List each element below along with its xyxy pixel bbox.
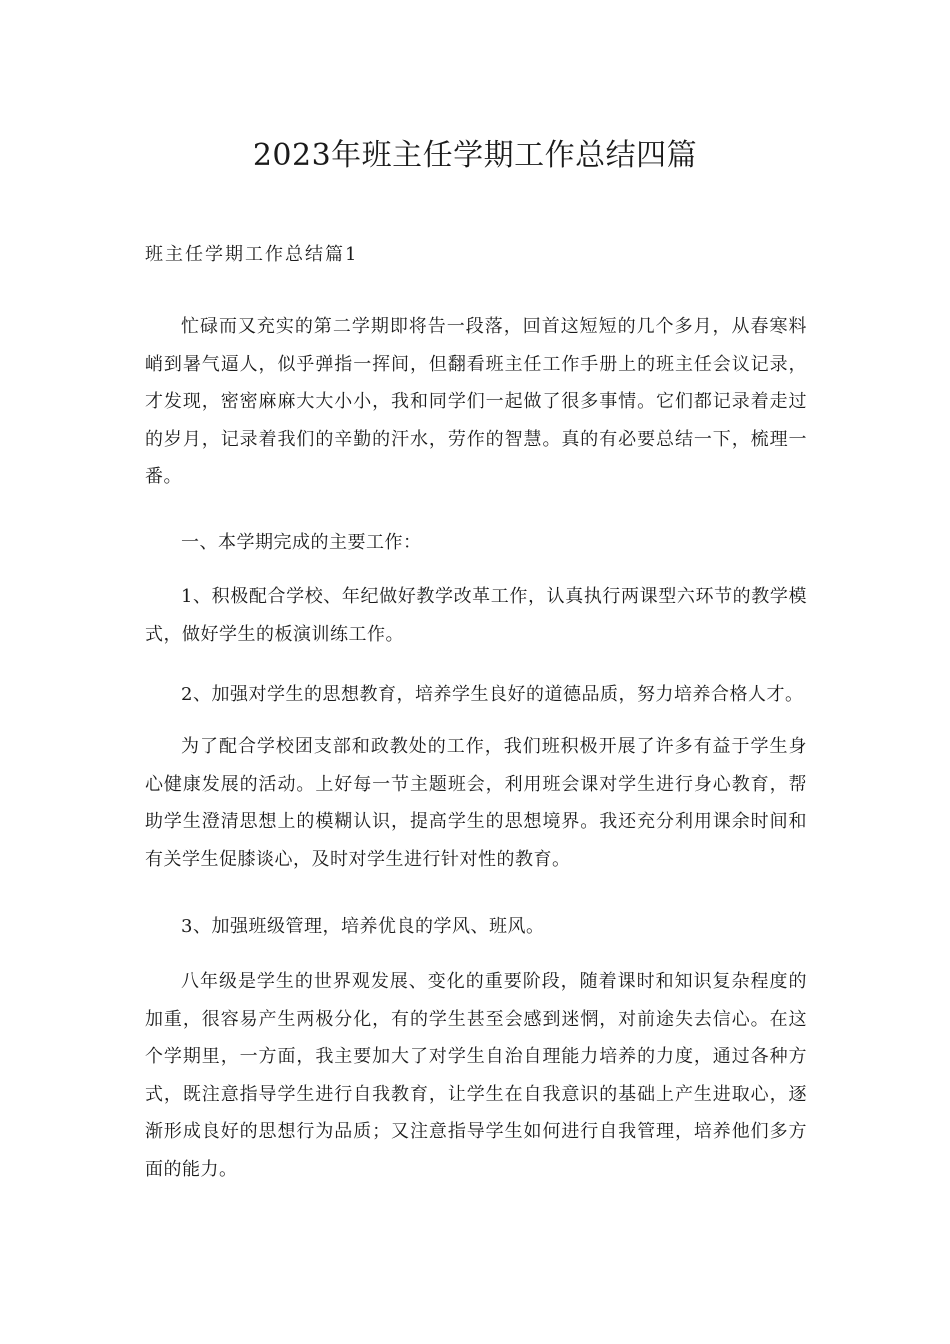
paragraph-intro: 忙碌而又充实的第二学期即将告一段落，回首这短短的几个多月，从春寒料峭到暑气逼人，似乎弹指一挥间，但翻看班主任工作手册上的班主任会议记录，才发现，密密麻麻大大小小，我和同学们一起做了很多事情。它们都记录着走过的岁月，记录着我们的辛勤的汗水，劳作的智慧。真的有必要总结一下，梳理一番。 [145, 316, 807, 487]
document-title: 2023年班主任学期工作总结四篇 [252, 138, 698, 173]
paragraph-item-3: 3、加强班级管理，培养优良的学风、班风。 [181, 916, 545, 937]
paragraph-item-1: 1、积极配合学校、年纪做好教学改革工作，认真执行两课型六环节的教学模式，做好学生的板演训练工作。 [145, 586, 807, 645]
paragraph-main-work-heading: 一、本学期完成的主要工作： [181, 532, 422, 553]
paragraph-activities: 为了配合学校团支部和政教处的工作，我们班积极开展了许多有益于学生身心健康发展的活动。上好每一节主题班会，利用班会课对学生进行身心教育，帮助学生澄清思想上的模糊认识，提高学生的思想境界。我还充分利用课余时间和有关学生促膝谈心，及时对学生进行针对性的教育。 [145, 736, 807, 870]
paragraph-grade-eight: 八年级是学生的世界观发展、变化的重要阶段，随着课时和知识复杂程度的加重，很容易产生两极分化，有的学生甚至会感到迷惘，对前途失去信心。在这个学期里，一方面，我主要加大了对学生自治自理能力培养的力度，通过各种方式，既注意指导学生进行自我教育，让学生在自我意识的基础上产生进取心，逐渐形成良好的思想行为品质；又注意指导学生如何进行自我管理，培养他们多方面的能力。 [145, 971, 807, 1180]
paragraph-item-2: 2、加强对学生的思想教育，培养学生良好的道德品质，努力培养合格人才。 [181, 684, 804, 705]
section-heading: 班主任学期工作总结篇1 [145, 244, 359, 265]
